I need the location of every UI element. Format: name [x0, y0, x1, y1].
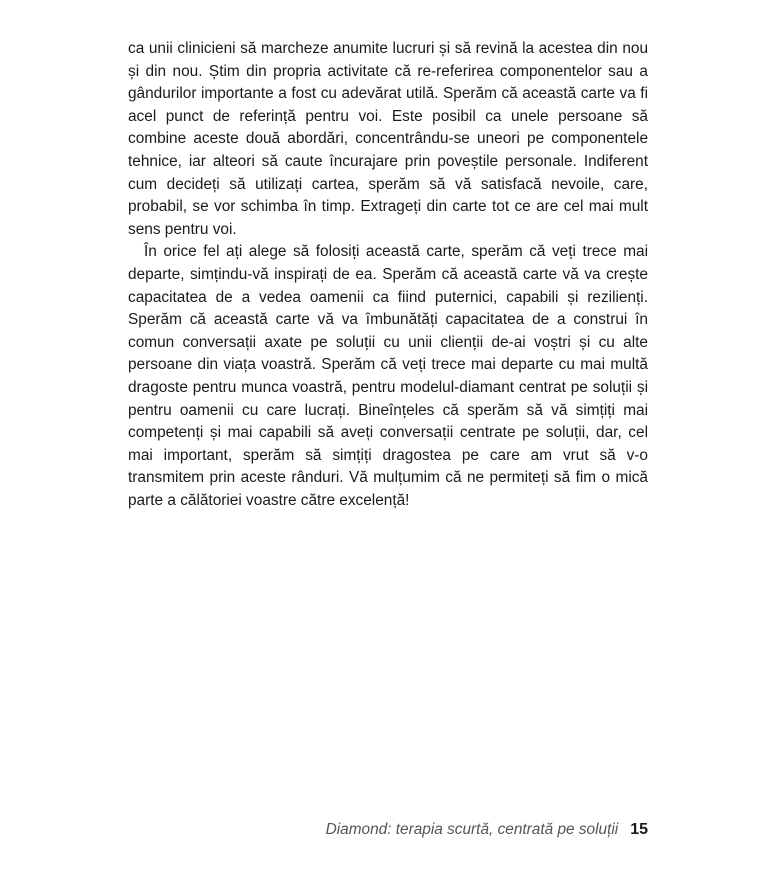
running-title: Diamond: terapia scurtă, centrată pe soluții — [325, 821, 619, 838]
page-body — [128, 38, 648, 512]
body-paragraph-continued: ca unii clinicieni să marcheze anumite lucruri și să revină la acestea din nou și din nou. Știm din propria activitate că re-referirea componentelor sau a gândurilor importante a fost cu adevărat utilă. Sperăm că această carte va fi acel punct de referință pentru voi. Este posibil ca unele persoane să combine aceste două abordări, concentrându-se uneori pe componentele tehnice, iar alteori să caute încurajare prin poveștile personale. Indiferent cum decideți să utilizați cartea, sperăm să vă satisfacă nevoile, care, probabil, se vor schimba în timp. Extrageți din carte tot ce are cel mai mult sens pentru voi. — [128, 40, 648, 238]
page-footer — [326, 821, 648, 839]
body-paragraph-closing: În orice fel ați alege să folosiți această carte, sperăm că veți trece mai departe, simțindu-vă inspirați de ea. Sperăm că această carte vă va crește capacitatea de a vedea oamenii ca fiind puternici, capabili și rezilienți. Sperăm că această carte vă va îmbunătăți capacitatea de a construi în comun conversații axate pe soluții cu unii clienții de-ai voștri și cu alte persoane din viața voastră. Sperăm că veți trece mai departe cu mai multă dragoste pentru munca voastră, pentru modelul-diamant centrat pe soluții și pentru oamenii cu care lucrați. Bineînțeles că sperăm să vă simțiți mai competenți și mai capabili să aveți conversații centrate pe soluții, dar, cel mai important, sperăm să simțiți dragostea pe care am vrut să v-o transmitem prin aceste rânduri. Vă mulțumim că ne permiteți să fim o mică parte a călătoriei voastre către excelență! — [128, 243, 648, 509]
page-number: 15 — [630, 821, 648, 838]
